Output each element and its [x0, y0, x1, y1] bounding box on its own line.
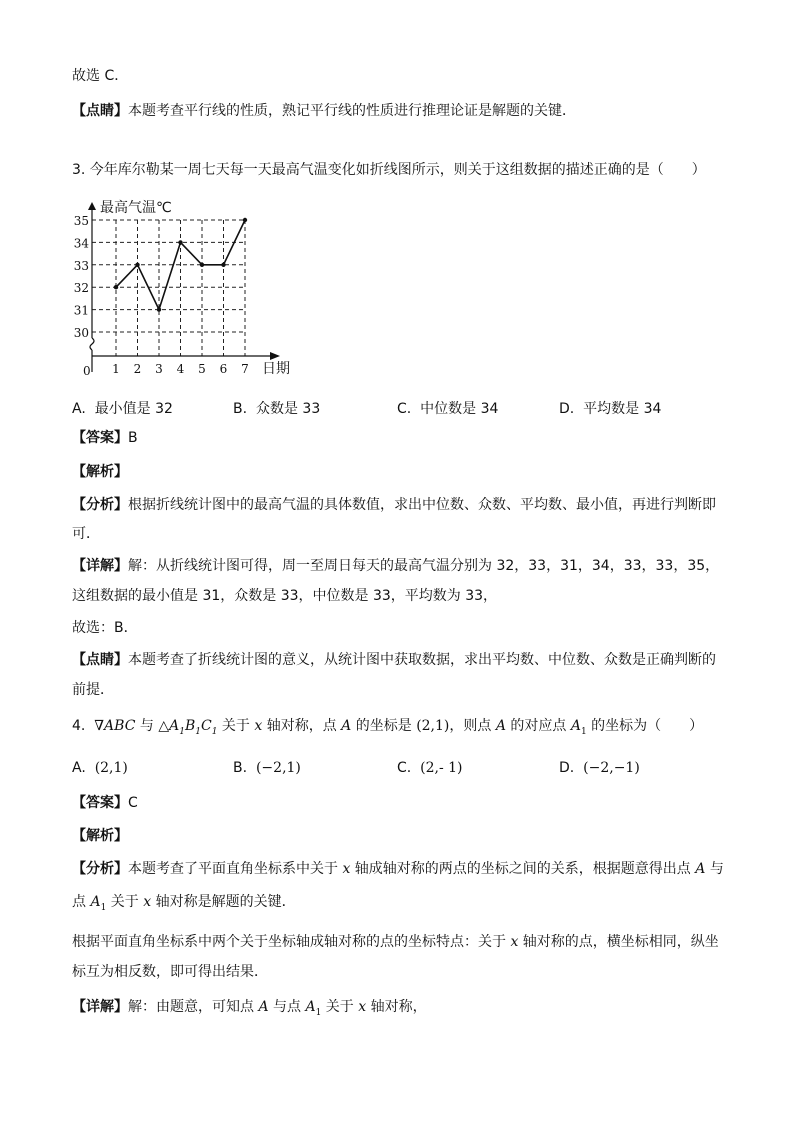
- text: 点: [72, 894, 91, 910]
- dianjing-tag: 【点睛】: [72, 652, 128, 668]
- data-point: [243, 218, 247, 222]
- q3-option-c: [397, 399, 498, 419]
- x-tick-label: 6: [219, 362, 228, 376]
- q4-option-a: [72, 758, 128, 778]
- q3-jiexi: 【解析】: [72, 464, 128, 480]
- option-text: (−2,1): [255, 760, 301, 776]
- point-a: A: [341, 718, 352, 734]
- dianjing-text: 本题考查平行线的性质，熟记平行线的性质进行推理论证是解题的关键．: [128, 103, 576, 119]
- answer-value: C: [128, 795, 138, 811]
- q3-stem: 3. 今年库尔勒某一周七天每一天最高气温变化如折线图所示，则关于这组数据的描述正确的是（ ）: [72, 162, 706, 178]
- point-a: A: [695, 861, 706, 877]
- x-tick-label: 5: [198, 362, 206, 376]
- var-x: x: [358, 999, 367, 1015]
- text-yu: 与: [135, 718, 159, 734]
- text: 的对应点: [505, 718, 571, 734]
- point-a: A: [495, 718, 506, 734]
- answer-tag: 【答案】: [72, 430, 128, 446]
- q4-xiangjie: [72, 997, 427, 1023]
- tri-b: B: [184, 718, 196, 734]
- x-tick-label: 4: [176, 362, 185, 376]
- coord-value: (2,1): [416, 718, 450, 734]
- text: 根据平面直角坐标系中两个关于坐标轴成轴对称的点的坐标特点：关于: [72, 934, 511, 950]
- sub-1: 1: [179, 726, 185, 737]
- data-point: [157, 307, 161, 311]
- q3-xiangjie-2: 这组数据的最小值是 31，众数是 33，中位数是 33，平均数为 33，: [72, 588, 498, 604]
- q4-answer: [72, 793, 138, 813]
- option-label: A.: [72, 401, 86, 417]
- q3-answer: [72, 428, 138, 448]
- xiangjie-tag: 【详解】: [72, 999, 128, 1015]
- data-point: [114, 285, 118, 289]
- triangle-a1b1c1: [158, 718, 218, 737]
- fenxi-tag: 【分析】: [72, 497, 128, 513]
- x-tick-label: 3: [155, 362, 163, 376]
- y-tick-label: 31: [73, 303, 89, 318]
- fenxi-tag: 【分析】: [72, 861, 128, 877]
- sub-1: 1: [581, 726, 587, 737]
- tri-c: C: [200, 718, 212, 734]
- q4-fenxi-1: [72, 859, 724, 879]
- q4-rule-2: 标互为相反数，即可得出结果．: [72, 964, 268, 980]
- text: ，则点: [449, 718, 496, 734]
- option-text: (2,- 1): [420, 760, 463, 776]
- text: 解：由题意，可知点: [128, 999, 259, 1015]
- text: 轴对称的点，横坐标相同，纵坐: [518, 934, 719, 950]
- q3-dianjing-1: [72, 650, 716, 670]
- q3-option-d: [559, 399, 661, 419]
- option-label: C.: [397, 760, 412, 776]
- y-axis-arrow: [88, 202, 96, 210]
- x-tick-label: 1: [112, 362, 120, 376]
- point-a1: A: [570, 718, 581, 734]
- q3-fenxi-2: 可．: [72, 526, 100, 542]
- sub-1: 1: [211, 726, 218, 737]
- option-text: 中位数是 34: [420, 401, 499, 417]
- triangle-abc: ∇ABC: [94, 718, 136, 734]
- point-a1: A: [90, 894, 101, 910]
- y-tick-label: 32: [73, 281, 89, 296]
- point-a: A: [258, 999, 269, 1015]
- text: 的坐标是: [351, 718, 417, 734]
- sub-1: 1: [100, 902, 107, 913]
- chart-origin-label: 0: [83, 364, 91, 378]
- text: 关于: [321, 999, 359, 1015]
- option-label: A.: [72, 760, 86, 776]
- q4-number: 4.: [72, 718, 86, 734]
- xiangjie-text: 解：从折线统计图可得，周一至周日每天的最高气温分别为 32，33，31，34，33，33，35，: [128, 558, 720, 574]
- q4-jiexi: 【解析】: [72, 828, 128, 844]
- option-label: B.: [233, 401, 248, 417]
- option-label: D.: [559, 760, 575, 776]
- var-x: x: [254, 718, 263, 734]
- prev-conclusion: 故选 C．: [72, 68, 129, 84]
- text: 轴对称，: [366, 999, 427, 1015]
- text: 与: [705, 861, 724, 877]
- y-tick-label: 35: [73, 214, 89, 228]
- y-tick-label: 33: [73, 258, 89, 273]
- q4-stem: [72, 716, 703, 742]
- option-label: D.: [559, 401, 575, 417]
- x-tick-label: 2: [133, 362, 142, 376]
- tri-a: △A: [158, 718, 180, 734]
- answer-value: B: [128, 430, 138, 446]
- sub-1: 1: [315, 1007, 322, 1018]
- option-text: 最小值是 32: [94, 401, 173, 417]
- xiangjie-tag: 【详解】: [72, 558, 128, 574]
- data-point: [178, 240, 182, 244]
- var-x: x: [143, 894, 152, 910]
- temperature-line-chart: [72, 190, 312, 380]
- x-axis-arrow: [270, 352, 280, 360]
- q3-option-a: [72, 399, 173, 419]
- q4-option-d: [559, 758, 640, 778]
- option-text: (−2,−1): [583, 760, 640, 776]
- dianjing-tag: 【点睛】: [72, 103, 128, 119]
- option-label: B.: [233, 760, 248, 776]
- q4-option-c: [397, 758, 463, 778]
- x-tick-label: 7: [241, 362, 249, 376]
- text: 本题考查了平面直角坐标系中关于: [128, 861, 343, 877]
- chart-ylabel: 最高气温℃: [100, 200, 172, 216]
- chart-xlabel: 日期: [262, 361, 290, 377]
- q3-fenxi-1: [72, 495, 716, 515]
- text: 轴对称，点: [262, 718, 342, 734]
- q3-xiangjie-1: [72, 556, 719, 576]
- point-a1: A: [305, 999, 316, 1015]
- text: 的坐标为（ ）: [586, 718, 704, 734]
- q4-option-b: [233, 758, 301, 778]
- q3-dianjing-2: 前提．: [72, 682, 114, 698]
- text: 与点: [268, 999, 306, 1015]
- data-point: [135, 263, 139, 267]
- text: 关于: [106, 894, 144, 910]
- data-point: [200, 263, 204, 267]
- y-tick-label: 30: [73, 326, 89, 340]
- option-text: (2,1): [94, 760, 128, 776]
- text: 关于: [217, 718, 255, 734]
- chart-ticks: [74, 214, 249, 376]
- prev-dianjing: [72, 101, 576, 121]
- q3-option-b: [233, 399, 320, 419]
- option-text: 众数是 33: [255, 401, 321, 417]
- y-tick-label: 34: [73, 236, 89, 251]
- fenxi-text: 根据折线统计图中的最高气温的具体数值，求出中位数、众数、平均数、最小值，再进行判断即: [128, 497, 716, 513]
- axis-break-mark: [90, 338, 94, 350]
- option-label: C.: [397, 401, 412, 417]
- dianjing-text: 本题考查了折线统计图的意义，从统计图中获取数据，求出平均数、中位数、众数是正确判断的: [128, 652, 716, 668]
- text: 轴对称是解题的关键．: [151, 894, 296, 910]
- text: 轴成轴对称的两点的坐标之间的关系，根据题意得出点: [350, 861, 696, 877]
- q4-rule-1: [72, 932, 719, 952]
- q3-guxuan: 故选：B．: [72, 620, 138, 636]
- var-x: x: [342, 861, 351, 877]
- sub-1: 1: [195, 726, 201, 737]
- var-x: x: [510, 934, 519, 950]
- q4-fenxi-2: [72, 892, 296, 918]
- option-text: 平均数是 34: [583, 401, 662, 417]
- answer-tag: 【答案】: [72, 795, 128, 811]
- data-point: [221, 263, 225, 267]
